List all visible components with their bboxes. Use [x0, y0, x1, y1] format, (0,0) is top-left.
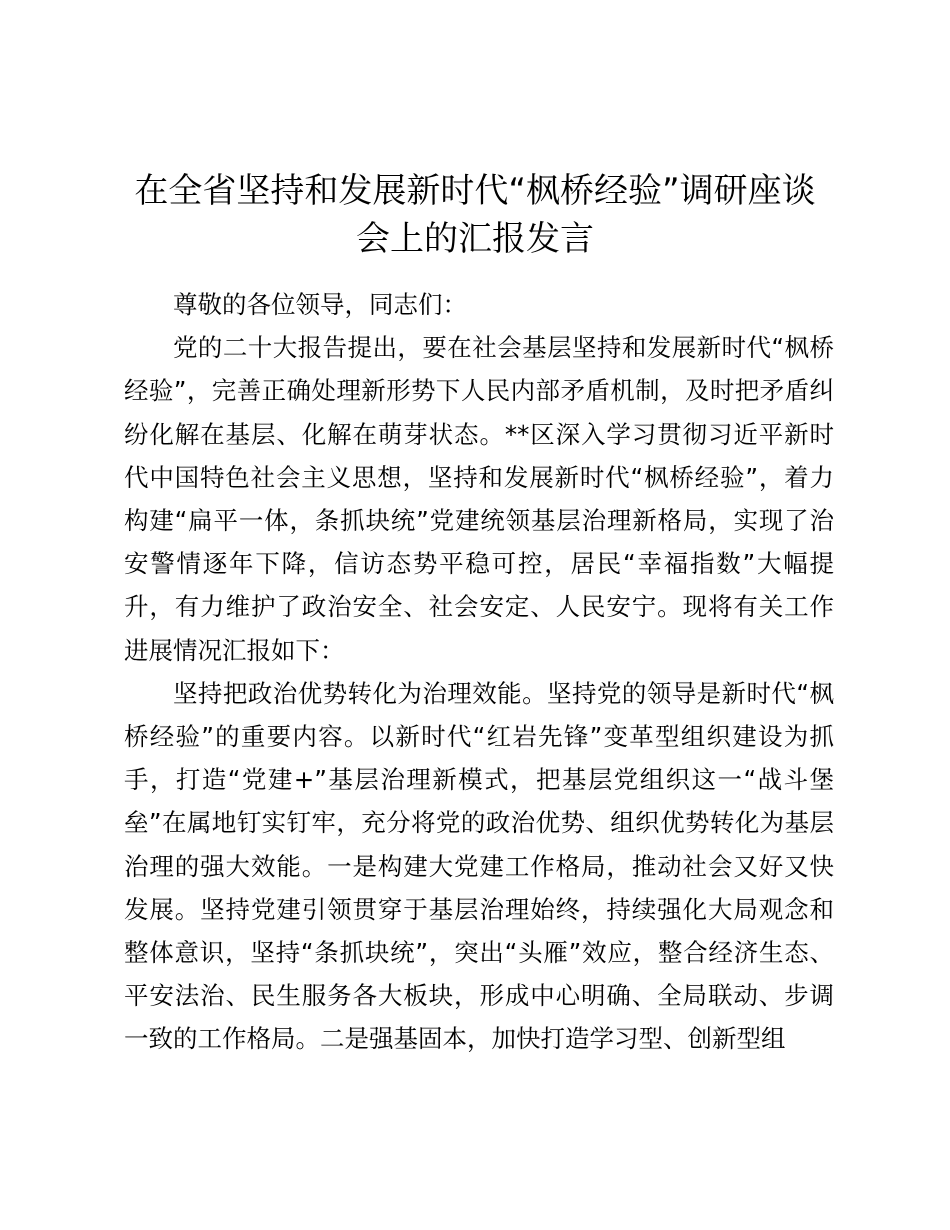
document-title: 在全省坚持和发展新时代“枫桥经验”调研座谈会上的汇报发言 [134, 171, 816, 259]
section-paragraph: 坚持把政治优势转化为治理效能。坚持党的领导是新时代“枫桥经验”的重要内容。以新时代“红岩先锋”变革型组织建设为抓手，打造“党建+”基层治理新模式，把基层党组织这一“战斗堡垒”在属地钉实钉牢，充分将党的政治优势、组织优势转化为基层治理的强大效能。一是构建大党建工作格局，推动社会又好又快发展。坚持党建引领贯穿于基层治理始终，持续强化大局观念和整体意识，坚持“条抓块统”，突出“头雁”效应，整合经济生态、平安法治、民生服务各大板块，形成中心明确、全局联动、步调一致的工作格局。二是强基固本，加快打造学习型、创新型组 [124, 678, 834, 1054]
document-body [124, 283, 834, 1061]
intro-paragraph: 党的二十大报告提出，要在社会基层坚持和发展新时代“枫桥经验”，完善正确处理新形势下人民内部矛盾机制，及时把矛盾纠纷化解在基层、化解在萌芽状态。**区深入学习贯彻习近平新时代中国特色社会主义思想，坚持和发展新时代“枫桥经验”，着力构建“扁平一体，条抓块统”党建统领基层治理新格局，实现了治安警情逐年下降，信访态势平稳可控，居民“幸福指数”大幅提升，有力维护了政治安全、社会安定、人民安宁。现将有关工作进展情况汇报如下： [124, 333, 834, 665]
salutation-paragraph: 尊敬的各位领导，同志们： [173, 290, 467, 319]
